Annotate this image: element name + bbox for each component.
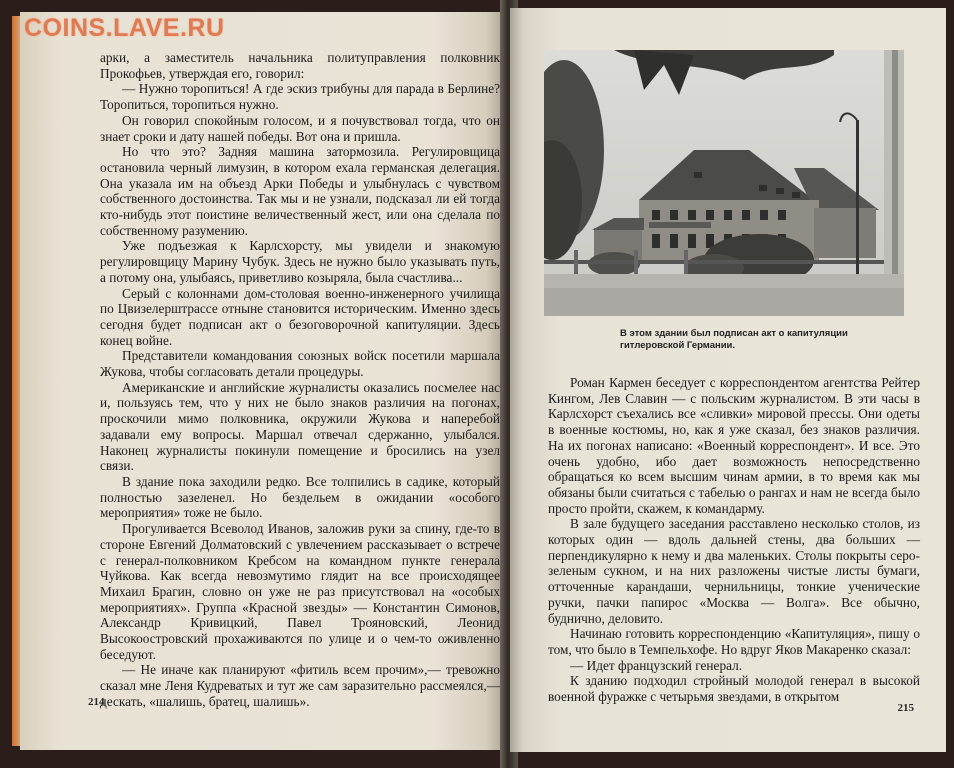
- building-photo: [544, 50, 904, 316]
- paragraph: В здание пока заходили редко. Все толпились в садике, который полностью зазеленел. Но бездельем в ожидании «особого мероприятия» тоже не было.: [100, 473, 500, 521]
- right-page: [510, 8, 946, 752]
- paragraph: Уже подъезжая к Карлсхорсту, мы увидели и знакомую регулировщицу Марину Чубук. Здесь не нужно было указывать путь, а потому она, улыбаясь, приветливо козыряла, была счастлива...: [100, 238, 500, 285]
- watermark-logo: COINS.LAVE.RU: [24, 14, 225, 42]
- right-page-text: [548, 375, 920, 705]
- left-page: [20, 12, 506, 750]
- left-page-text: [100, 50, 500, 710]
- photo-caption: В этом здании был подписан акт о капитуляции гитлеровской Германии.: [620, 328, 848, 351]
- paragraph: — Идет французский генерал.: [570, 657, 743, 673]
- left-page-number: 214: [88, 696, 105, 708]
- paragraph: Серый с колоннами дом-столовая военно-инженерного училища по Цвизелерштрассе отныне становится историческим. Именно здесь сегодня будет подписан акт о безоговорочной капитуляции. Здесь конец войне.: [100, 285, 500, 348]
- right-page-number: 215: [897, 702, 914, 714]
- paragraph: Представители командования союзных войск посетили маршала Жукова, чтобы согласовать детали процедуры.: [100, 348, 500, 380]
- paragraph: Начинаю готовить корреспонденцию «Капитуляция», пишу о том, что было в Темпельхофе. Но вдруг Яков Макаренко сказал:: [548, 626, 920, 657]
- paragraph: Прогуливается Всеволод Иванов, заложив руки за спину, где-то в стороне Евгений Долматовский с увлечением рассказывает о встрече с генерал-полковником Кребсом на командном пункте генерала Чуйкова. Как всегда невозмутимо глядит на все происходящее Михаил Брагин, словно он уже не раз присутствовал на «особых мероприятиях». Группа «Красной звезды» — Константин Симонов, Александр Кривицкий, Павел Трояновский, Леонид Высокоостровский прохаживаются по улице и о чем-то оживленно беседуют.: [100, 521, 500, 662]
- paragraph: К зданию подходил стройный молодой генерал в высокой военной фуражке с четырьмя звездами, в открытом: [548, 673, 920, 705]
- paragraph: Роман Кармен беседует с корреспондентом агентства Рейтер Кингом, Лев Славин — с польским журналистом. В эти часы в Карлсхорст съехались все «сливки» мировой прессы. Они одеты в военные костюмы, но, как я уже сказал, без знаков различия. На их погонах написано: «Военный корреспондент». И все. Это очень удобно, ибо дает возможность непосредственно обращаться ко всем высшим чинам армии, в то время как мы обязаны были считаться с табелью о рангах и нам не всегда было просто пройти, скажем, к командарму.: [548, 375, 920, 516]
- paragraph: Он говорил спокойным голосом, и я почувствовал тогда, что он знает сроки и дату нашей победы. Вот она и пришла.: [100, 112, 500, 144]
- paragraph: — Не иначе как планируют «фитиль всем прочим»,— тревожно сказал мне Леня Кудреватых и тут же сам заразительно рассмеялся,— дескать, «шалишь, братец, шалишь».: [100, 662, 500, 709]
- building-photo-image: [544, 50, 904, 316]
- paragraph: — Нужно торопиться! А где эскиз трибуны для парада в Берлине? Торопиться, торопиться нужно.: [100, 81, 500, 113]
- paragraph: Но что это? Задняя машина затормозила. Регулировщица остановила черный лимузин, в котором ехала германская делегация. Она указала им на объезд Арки Победы и улыбнулась с чувством собственного достоинства. Так мы и не узнали, подсказал ли ей тогда кто-нибудь этот поистине величественный жест, или она сделала по собственному разумению.: [100, 144, 500, 238]
- paragraph: В зале будущего заседания расставлено несколько столов, из которых один — вдоль дальней стены, два больших — перпендикулярно к нему и два маленьких. Столы покрыты серо-зеленым сукном, и на них разложены чистые листы бумаги, отточенные карандаши, чернильницы, тонкие ученические ручки, пачки папирос «Москва — Волга». Все обычно, буднично, деловито.: [548, 516, 920, 626]
- paragraph: Американские и английские журналисты оказались посмелее нас и, пользуясь тем, что у них не было знаков различия на погонах, проскочили мимо полковника, окружили Жукова и наперебой задавали ему вопросы. Маршал отвечал сдержанно, улыбался. Наконец журналисты покинули помещение и бросились на узел связи.: [100, 379, 500, 474]
- paragraph: арки, а заместитель начальника политуправления полковник Прокофьев, утверждая его, говорил:: [100, 50, 500, 81]
